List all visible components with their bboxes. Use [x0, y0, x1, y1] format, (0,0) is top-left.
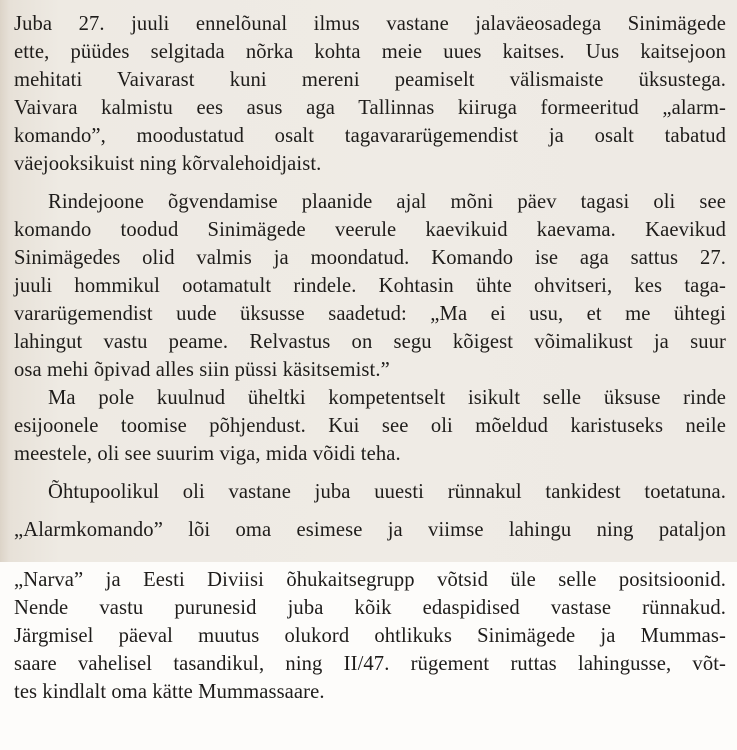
- text-line: Sinimägedes olid valmis ja moondatud. Komando ise aga sattus 27.: [14, 247, 726, 269]
- text-line: mehitati Vaivarast kuni mereni peamiselt välismaiste üksustega.: [14, 69, 726, 91]
- text-line: Juba 27. juuli ennelõunal ilmus vastane jalaväeosadega Sinimägede: [14, 13, 726, 35]
- text-line: Nende vastu purunesid juba kõik edaspidised vastase rünnakud.: [14, 597, 726, 619]
- text-line: meestele, oli see suurim viga, mida võidi teha.: [14, 443, 401, 465]
- text-line: vararügemendist uude üksusse saadetud: „Ma ei usu, et me ühtegi: [14, 303, 726, 325]
- text-line: ette, püüdes selgitada nõrka kohta meie uues kaitses. Uus kaitsejoon: [14, 41, 726, 63]
- text-line: tes kindlalt oma kätte Mummassaare.: [14, 681, 325, 703]
- text-line: Vaivara kalmistu ees asus aga Tallinnas kiiruga formeeritud „alarm-: [14, 97, 726, 119]
- text-line: Ma pole kuulnud üheltki kompetentselt isikult selle üksuse rinde: [48, 387, 726, 409]
- text-line: „Narva” ja Eesti Diviisi õhukaitsegrupp võtsid üle selle positsioonid.: [14, 569, 726, 591]
- text-line: Rindejoone õgvendamise plaanide ajal mõni päev tagasi oli see: [48, 191, 726, 213]
- text-line: Õhtupoolikul oli vastane juba uuesti rünnakul tankidest toetatuna.: [48, 481, 726, 503]
- text-line: väejooksikuist ning kõrvalehoidjaist.: [14, 153, 322, 175]
- text-line: esijoonele toomise põhjendust. Kui see oli mõeldud karistuseks neile: [14, 415, 726, 437]
- text-line: Järgmisel päeval muutus olukord ohtlikuks Sinimägede ja Mummas-: [14, 625, 726, 647]
- text-line: saare vahelisel tasandikul, ning II/47. rügement ruttas lahingusse, võt-: [14, 653, 726, 675]
- text-line: komando toodud Sinimägede veerule kaevikuid kaevama. Kaevikud: [14, 219, 726, 241]
- text-line: „Alarmkomando” lõi oma esimese ja viimse lahingu ning pataljon: [14, 519, 726, 541]
- text-line: juuli hommikul ootamatult rindele. Kohtasin ühte ohvitseri, kes taga-: [14, 275, 726, 297]
- text-line: komando”, moodustatud osalt tagavararügemendist ja osalt tabatud: [14, 125, 726, 147]
- text-line: lahingut vastu peame. Relvastus on segu kõigest võimalikust ja suur: [14, 331, 726, 353]
- text-line: osa mehi õpivad alles siin püssi käsitsemist.”: [14, 359, 390, 381]
